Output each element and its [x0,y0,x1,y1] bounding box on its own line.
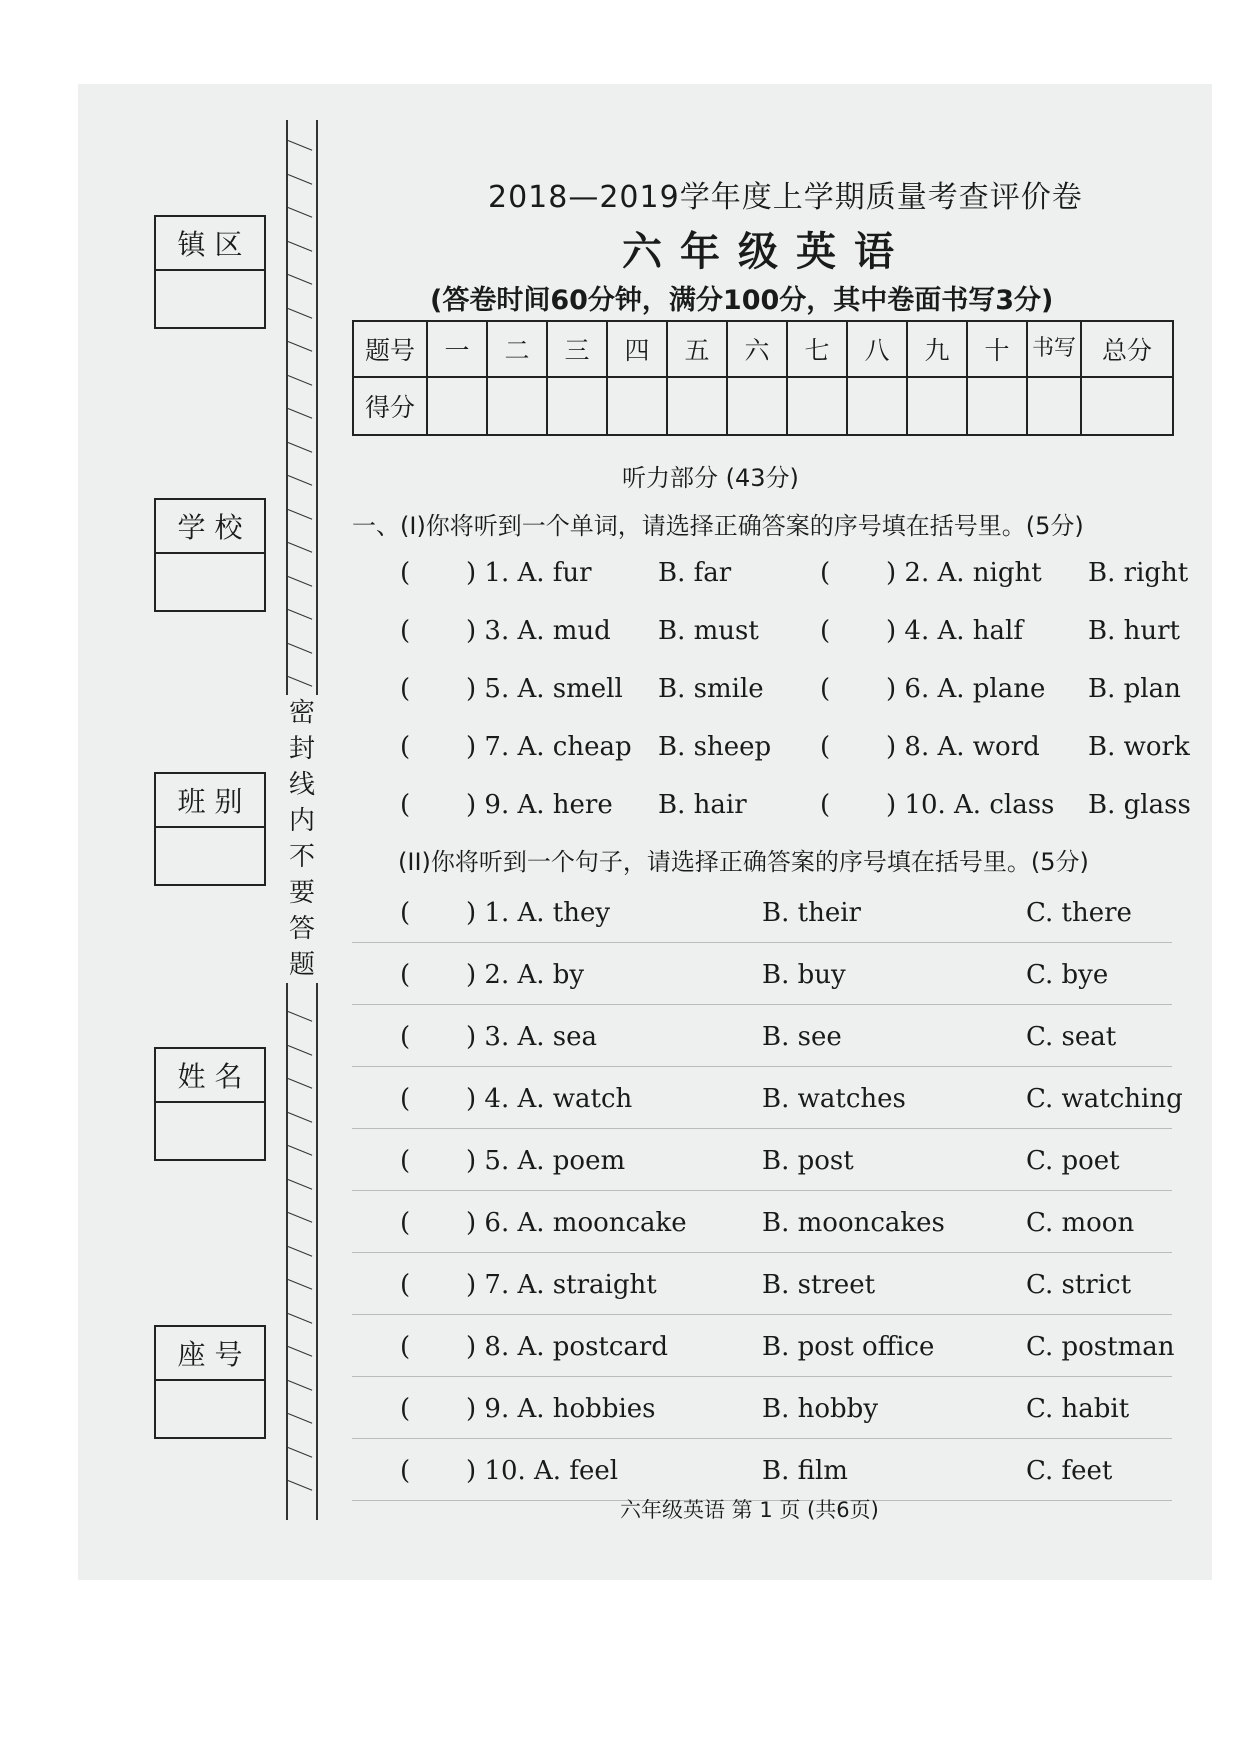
paren-open: ( [820,790,831,820]
side-box-seat [154,1325,266,1439]
page-footer: 六年级英语 第 1 页 (共6页) [620,1498,879,1522]
part2-option-b: B. see [762,1022,842,1052]
score-cell[interactable] [787,377,847,435]
side-box-fill[interactable] [156,1381,264,1437]
paren-open: ( [400,1022,411,1052]
side-box-name [154,1047,266,1161]
seal-char: 题 [288,950,315,980]
part2-question[interactable]: ) 7. A. straight [466,1270,657,1300]
exam-instructions: (答卷时间60分钟，满分100分，其中卷面书写3分) [430,285,1054,316]
score-header-cell: 二 [487,321,547,377]
side-box-fill[interactable] [156,554,264,610]
score-header-cell: 书写 [1027,321,1081,377]
paren-open: ( [820,616,831,646]
part2-option-c: C. feet [1026,1456,1113,1486]
answer-rule [352,1190,1172,1191]
part2-option-c: C. habit [1026,1394,1130,1424]
part2-option-c: C. poet [1026,1146,1120,1176]
seal-char: 封 [288,734,315,764]
part1-question[interactable]: ) 2. A. night [886,558,1042,588]
part2-question[interactable]: ) 5. A. poem [466,1146,626,1176]
paren-open: ( [820,674,831,704]
part2-option-b: B. post [762,1146,854,1176]
score-header-cell: 四 [607,321,667,377]
part2-question[interactable]: ) 1. A. they [466,898,611,928]
part2-option-c: C. there [1026,898,1132,928]
part2-option-b: B. watches [762,1084,906,1114]
score-header-cell: 七 [787,321,847,377]
score-header-cell: 六 [727,321,787,377]
exam-term-title: 2018—2019学年度上学期质量考查评价卷 [488,180,1083,215]
part1-option-b: B. plan [1088,674,1181,704]
score-cell[interactable] [547,377,607,435]
answer-rule [352,1066,1172,1067]
seal-char: 内 [288,806,315,836]
score-cell[interactable] [847,377,907,435]
part1-question[interactable]: ) 1. A. fur [466,558,592,588]
part2-question[interactable]: ) 8. A. postcard [466,1332,669,1362]
part1-question[interactable]: ) 5. A. smell [466,674,623,704]
paren-open: ( [400,1270,411,1300]
score-header-cell: 总分 [1081,321,1173,377]
part2-question[interactable]: ) 9. A. hobbies [466,1394,656,1424]
paren-open: ( [820,732,831,762]
score-header-cell: 题号 [353,321,427,377]
seal-char: 密 [288,698,315,728]
paren-open: ( [400,960,411,990]
part2-option-b: B. hobby [762,1394,879,1424]
answer-rule [352,1314,1172,1315]
score-cell[interactable] [967,377,1027,435]
part1-question[interactable]: ) 8. A. word [886,732,1040,762]
listening-section-title: 听力部分 (43分) [622,464,799,492]
score-header-cell: 八 [847,321,907,377]
paren-open: ( [400,790,411,820]
score-header-cell: 十 [967,321,1027,377]
part1-option-b: B. hair [658,790,747,820]
part2-option-c: C. seat [1026,1022,1117,1052]
side-box-fill[interactable] [156,828,264,884]
side-box-label: 姓 名 [156,1049,264,1103]
score-cell[interactable] [487,377,547,435]
seal-char: 线 [288,770,315,800]
score-header-cell: 一 [427,321,487,377]
answer-rule [352,1376,1172,1377]
answer-rule [352,1252,1172,1253]
part1-question[interactable]: ) 9. A. here [466,790,613,820]
part2-question[interactable]: ) 3. A. sea [466,1022,598,1052]
part1-option-b: B. far [658,558,732,588]
paren-open: ( [400,898,411,928]
side-box-fill[interactable] [156,271,264,327]
paren-open: ( [400,1146,411,1176]
part2-option-c: C. watching [1026,1084,1183,1114]
answer-rule [352,1004,1172,1005]
score-header-cell: 九 [907,321,967,377]
side-box-fill[interactable] [156,1103,264,1159]
part1-option-b: B. sheep [658,732,772,762]
part2-option-b: B. film [762,1456,848,1486]
part2-option-b: B. street [762,1270,876,1300]
side-box-town [154,215,266,329]
paren-open: ( [400,1394,411,1424]
part2-option-b: B. buy [762,960,846,990]
part2-option-c: C. bye [1026,960,1109,990]
answer-rule [352,942,1172,943]
part2-option-b: B. post office [762,1332,935,1362]
side-box-label: 镇 区 [156,217,264,271]
paren-open: ( [820,558,831,588]
side-box-label: 班 别 [156,774,264,828]
part1-question[interactable]: ) 3. A. mud [466,616,611,646]
part2-option-b: B. their [762,898,861,928]
side-box-label: 学 校 [156,500,264,554]
part1-option-b: B. smile [658,674,764,704]
paren-open: ( [400,558,411,588]
part1-question[interactable]: ) 4. A. half [886,616,1023,646]
part2-question[interactable]: ) 6. A. mooncake [466,1208,687,1238]
score-cell[interactable] [607,377,667,435]
seal-line-text [286,695,318,983]
score-cell[interactable] [1027,377,1081,435]
seal-char: 要 [288,878,315,908]
score-cell[interactable] [1081,377,1173,435]
seal-char: 答 [288,914,315,944]
paren-open: ( [400,1208,411,1238]
exam-subject-title: 六年级英语 [622,229,912,275]
part2-question[interactable]: ) 4. A. watch [466,1084,633,1114]
paren-open: ( [400,1456,411,1486]
part1-option-b: B. hurt [1088,616,1181,646]
paren-open: ( [400,674,411,704]
paren-open: ( [400,732,411,762]
answer-rule [352,1438,1172,1439]
part2-option-c: C. strict [1026,1270,1132,1300]
score-cell[interactable] [907,377,967,435]
part2-question[interactable]: ) 2. A. by [466,960,585,990]
part1-question[interactable]: ) 7. A. cheap [466,732,632,762]
side-box-school [154,498,266,612]
part1-option-b: B. must [658,616,759,646]
score-table [352,320,1174,436]
paren-open: ( [400,1084,411,1114]
part1-option-b: B. right [1088,558,1189,588]
score-cell[interactable] [427,377,487,435]
part1-question[interactable]: ) 10. A. class [886,790,1055,820]
paren-open: ( [400,1332,411,1362]
part2-option-c: C. postman [1026,1332,1175,1362]
part1-question[interactable]: ) 6. A. plane [886,674,1046,704]
side-box-label: 座 号 [156,1327,264,1381]
seal-char: 不 [288,842,315,872]
answer-rule [352,1128,1172,1129]
part2-option-b: B. mooncakes [762,1208,945,1238]
score-header-cell: 三 [547,321,607,377]
side-box-class [154,772,266,886]
part2-option-c: C. moon [1026,1208,1135,1238]
part1-heading: 一、(I)你将听到一个单词，请选择正确答案的序号填在括号里。(5分) [352,512,1084,540]
paren-open: ( [400,616,411,646]
part1-option-b: B. glass [1088,790,1191,820]
part2-heading: (II)你将听到一个句子，请选择正确答案的序号填在括号里。(5分) [398,848,1089,876]
score-cell[interactable] [727,377,787,435]
score-row-label: 得分 [353,377,427,435]
part2-question[interactable]: ) 10. A. feel [466,1456,619,1486]
score-header-cell: 五 [667,321,727,377]
part1-option-b: B. work [1088,732,1190,762]
score-cell[interactable] [667,377,727,435]
